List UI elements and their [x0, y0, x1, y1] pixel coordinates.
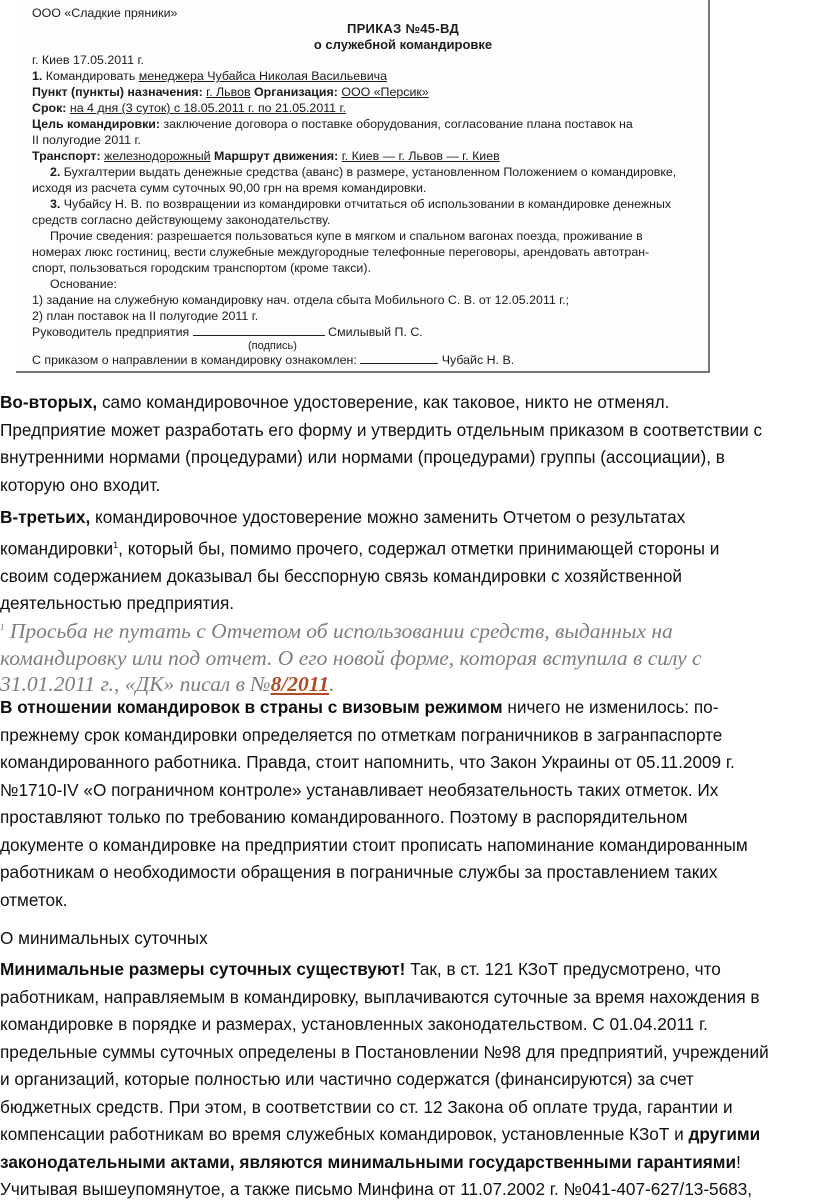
- order-signature-caption: (подпись): [248, 340, 297, 352]
- order-line-other-cont2: спорт, пользоваться городским транспортом (кроме такси).: [32, 261, 371, 275]
- order-line-2-cont: исходя из расчета сумм суточных 90,00 грн на время командировки.: [32, 181, 427, 195]
- order-line-director: Руководитель предприятия Смилывый П. С.: [32, 325, 423, 339]
- order-line-2: 2. Бухгалтерии выдать денежные средства (аванс) в размере, установленном Положением о командировке,: [50, 165, 677, 179]
- order-scan: [16, 0, 710, 373]
- order-line-transport: Транспорт: железнодорожный Маршрут движения: г. Киев — г. Львов — г. Киев: [32, 149, 500, 163]
- order-line-3-cont: средств согласно действующему законодательству.: [32, 213, 331, 227]
- order-title: ПРИКАЗ №45-ВД: [346, 21, 460, 36]
- signature-line: [360, 353, 438, 364]
- order-company: ООО «Сладкие пряники»: [32, 6, 178, 20]
- order-subtitle: о служебной командировке: [313, 37, 493, 52]
- order-line-destination: Пункт (пункты) назначения: г. Львов Организация: ООО «Персик»: [32, 85, 429, 99]
- order-line-basis-2: 2) план поставок на II полугодие 2011 г.: [32, 309, 259, 323]
- order-line-basis-1: 1) задание на служебную командировку нач. отдела сбыта Мобильного С. В. от 12.05.2011 г.;: [32, 293, 570, 307]
- order-line-purpose-cont: II полугодие 2011 г.: [32, 133, 141, 147]
- order-line-other: Прочие сведения: разрешается пользоваться купе в мягком и спальном вагонах поезда, проживание в: [50, 229, 643, 243]
- section-heading: О минимальных суточных: [0, 928, 208, 948]
- order-line-acquainted: С приказом о направлении в командировку ознакомлен: Чубайс Н. В.: [32, 353, 515, 367]
- order-line-other-cont: номерах люкс гостиниц, вести служебные междугородные телефонные переговоры, арендовать автотран-: [32, 245, 650, 259]
- paragraph-visa: В отношении командировок в страны с визовым режимом ничего не изменилось: по- прежнему срок командировки определяется по отметкам пограничников в загранпаспорте командированного работника. Правда, стоит напомнить, что Закон Украины от 05.11.2009 г. №1710-IV «О пограничном контроле» устанавливает необязательность таких отметок. Их проставляют только по требованию командированного. Поэтому в распорядительном документе о командировке на предприятии стоит прописать напоминание командированным работникам о необходимости обращения в пограничные службы за проставлением таких отметок.: [0, 697, 748, 910]
- footnote-link[interactable]: 8/2011: [270, 672, 330, 697]
- order-line-basis: Основание:: [50, 277, 117, 291]
- signature-line: [193, 325, 325, 336]
- order-city-date: г. Киев 17.05.2011 г.: [32, 53, 144, 67]
- order-line-1: 1. Командировать менеджера Чубайса Николая Васильевича: [32, 69, 387, 83]
- paragraph-minimal: Минимальные размеры суточных существуют! Так, в ст. 121 КЗоТ предусмотрено, что работникам, направляемым в командировку, выплачиваются суточные за время нахождения в командировке в порядке и размерах, установленных законодательством. С 01.04.2011 г. предельные суммы суточных определены в Постановлении №98 для предприятий, учреждений и организаций, которые полностью или частично содержатся (финансируются) за счет бюджетных средств. При этом, в соответствии со ст. 12 Закона об оплате труда, гарантии и компенсации работникам во время служебных командировок, установленные КЗоТ и другими законодательными актами, являются минимальными государственными гарантиями! Учитывая вышеупомянутое, а также письмо Минфина от 11.07.2002 г. №041-407-627/13-5683,: [0, 959, 769, 1199]
- order-line-purpose: Цель командировки: заключение договора о поставке оборудования, согласование плана поставок на: [32, 117, 633, 131]
- order-line-3: 3. Чубайсу Н. В. по возвращении из командировки отчитаться об использовании в командировке денежных: [50, 197, 672, 211]
- paragraph-second: Во-вторых, само командировочное удостоверение, как таковое, никто не отменял. Предприятие может разработать его форму и утвердить отдельным приказом в соответствии с внутренними нормами (процедурами) или нормами (процедурами) группы (ассоциации), в которую оно входит.: [0, 392, 763, 495]
- footnote: $^1$ Просьба не путать с Отчетом об использовании средств, выданных на командировку или под отчет. О его новой форме, которая вступила в силу с 31.01.2011 г., «ДК» писал в №8/2011.: [0, 619, 702, 697]
- footnote-ref: 1: [113, 539, 119, 550]
- paragraph-third: В-третьих, командировочное удостоверение можно заменить Отчетом о результатах командировки$^1$, который бы, помимо прочего, содержал отметки принимающей стороны и своим содержанием доказывал бы бесспорную связь командировки с хозяйственной деятельностью предприятия.: [0, 507, 720, 614]
- order-line-term: Срок: на 4 дня (3 суток) с 18.05.2011 г. по 21.05.2011 г.: [32, 101, 346, 115]
